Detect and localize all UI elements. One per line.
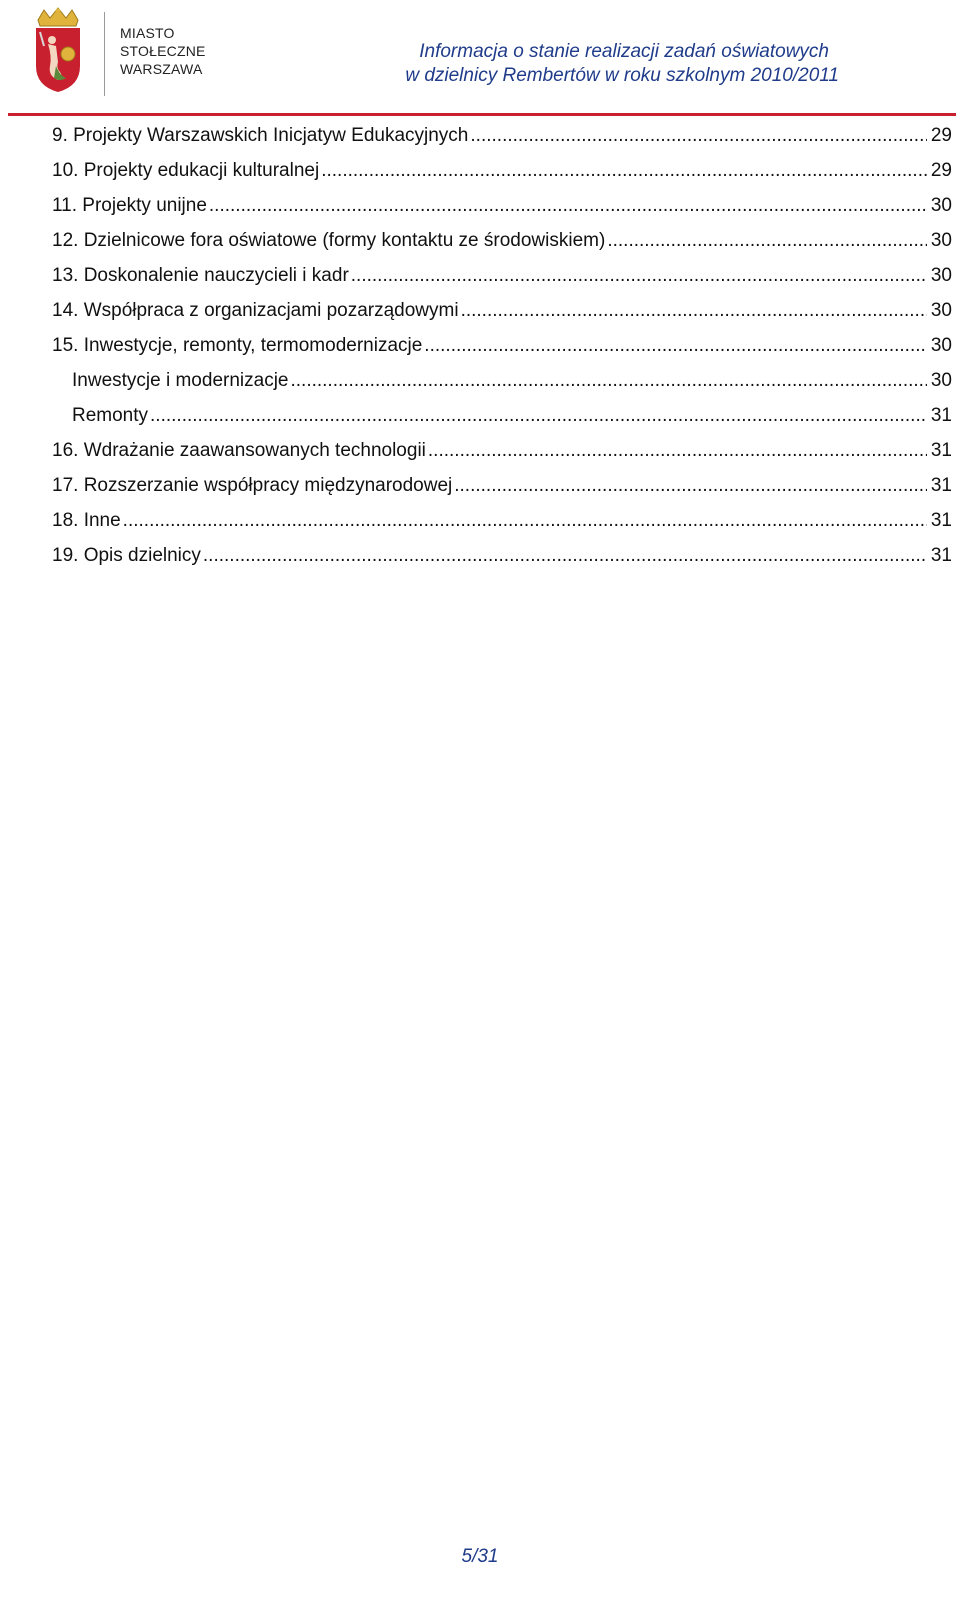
toc-entry-18[interactable] bbox=[52, 503, 952, 538]
page-number: 5/31 bbox=[461, 1546, 499, 1567]
toc-entry-page: 31 bbox=[927, 545, 952, 567]
toc-leader-dots bbox=[209, 195, 927, 217]
toc-entry-13[interactable] bbox=[52, 258, 952, 293]
toc-leader-dots bbox=[290, 370, 926, 392]
toc-leader-dots bbox=[470, 125, 926, 147]
toc-entry-label: 18. Inne bbox=[52, 509, 121, 531]
toc-entry-page: 31 bbox=[927, 510, 952, 532]
toc-entry-label: 16. Wdrażanie zaawansowanych technologii bbox=[52, 439, 426, 461]
toc-leader-dots bbox=[424, 335, 927, 357]
logo-divider bbox=[104, 12, 105, 96]
toc-entry-page: 31 bbox=[927, 475, 952, 497]
toc-entry-label: 10. Projekty edukacji kulturalnej bbox=[52, 159, 320, 181]
toc-entry-page: 29 bbox=[927, 160, 952, 182]
toc-leader-dots bbox=[461, 300, 927, 322]
toc-entry-label: 11. Projekty unijne bbox=[52, 194, 207, 216]
logo-line-2: STOŁECZNE bbox=[120, 43, 206, 59]
page-header bbox=[0, 0, 960, 120]
table-of-contents bbox=[52, 118, 952, 573]
toc-entry-11[interactable] bbox=[52, 188, 952, 223]
toc-entry-15[interactable] bbox=[52, 328, 952, 363]
toc-leader-dots bbox=[123, 510, 927, 532]
toc-entry-page: 30 bbox=[927, 265, 952, 287]
toc-entry-16[interactable] bbox=[52, 433, 952, 468]
logo-line-1: MIASTO bbox=[120, 25, 175, 41]
logo-line-3: WARSZAWA bbox=[120, 61, 203, 77]
toc-entry-label: 17. Rozszerzanie współpracy międzynarodowej bbox=[52, 474, 453, 496]
toc-leader-dots bbox=[150, 405, 927, 427]
toc-entry-14[interactable] bbox=[52, 293, 952, 328]
toc-subentry-inwestycje[interactable] bbox=[52, 363, 952, 398]
toc-entry-label: Remonty bbox=[72, 404, 149, 426]
logo-wordmark bbox=[120, 24, 206, 78]
toc-entry-17[interactable] bbox=[52, 468, 952, 503]
toc-leader-dots bbox=[321, 160, 927, 182]
toc-entry-label: 15. Inwestycje, remonty, termomodernizacje bbox=[52, 334, 423, 356]
toc-entry-page: 30 bbox=[927, 370, 952, 392]
warsaw-coat-of-arms-logo bbox=[30, 6, 86, 94]
toc-entry-page: 29 bbox=[927, 125, 952, 147]
toc-entry-page: 30 bbox=[927, 335, 952, 357]
toc-entry-label: 13. Doskonalenie nauczycieli i kadr bbox=[52, 264, 349, 286]
toc-leader-dots bbox=[607, 230, 927, 252]
toc-entry-page: 31 bbox=[927, 440, 952, 462]
toc-leader-dots bbox=[203, 545, 927, 567]
toc-entry-label: 9. Projekty Warszawskich Inicjatyw Edukacyjnych bbox=[52, 124, 469, 146]
toc-entry-10[interactable] bbox=[52, 153, 952, 188]
toc-entry-page: 30 bbox=[927, 230, 952, 252]
toc-entry-page: 30 bbox=[927, 300, 952, 322]
toc-entry-label: 19. Opis dzielnicy bbox=[52, 544, 201, 566]
toc-leader-dots bbox=[428, 440, 927, 462]
toc-entry-label: Inwestycje i modernizacje bbox=[72, 369, 289, 391]
toc-entry-9[interactable] bbox=[52, 118, 952, 153]
header-rule bbox=[8, 113, 956, 116]
document-title-line-1: Informacja o stanie realizacji zadań oświatowych bbox=[419, 41, 829, 62]
toc-entry-label: 14. Współpraca z organizacjami pozarządowymi bbox=[52, 299, 459, 321]
toc-subentry-remonty[interactable] bbox=[52, 398, 952, 433]
toc-entry-12[interactable] bbox=[52, 223, 952, 258]
document-title-line-2: w dzielnicy Rembertów w roku szkolnym 2010/2011 bbox=[405, 65, 839, 86]
toc-entry-19[interactable] bbox=[52, 538, 952, 573]
toc-leader-dots bbox=[454, 475, 927, 497]
toc-entry-page: 31 bbox=[927, 405, 952, 427]
toc-entry-label: 12. Dzielnicowe fora oświatowe (formy kontaktu ze środowiskiem) bbox=[52, 229, 606, 251]
toc-leader-dots bbox=[351, 265, 927, 287]
toc-entry-page: 30 bbox=[927, 195, 952, 217]
